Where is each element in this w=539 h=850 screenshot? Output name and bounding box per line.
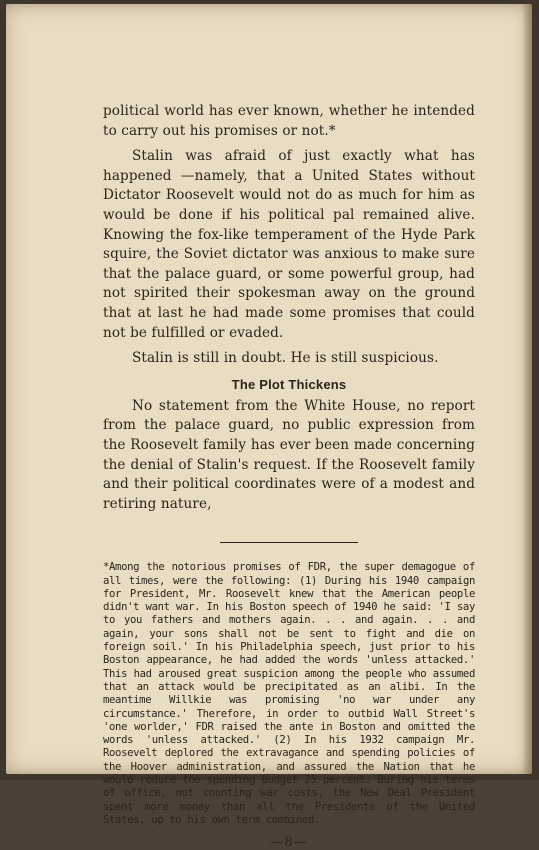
body-paragraph-continued: political world has ever known, whether he intended to carry out his promises or not.* xyxy=(103,103,475,139)
footnote: *Among the notorious promises of FDR, the super demagogue of all times, were the following: (1) During his 1940 campaign for President, Mr. Roosevelt knew that the American people didn't want war. In his Boston speech of 1940 he said: 'I say to you fathers and mothers again. . . and again. . . and again, your sons shall not be sent to fight and die on foreign soil.' In his Philadelphia speech, just prior to his Boston appearance, he had added the words 'unless attacked.' This had aroused great suspicion among the people who assumed that an attack would be precipitated as an alibi. In the meantime Willkie was promising 'no war under any circumstance.' Therefore, in order to outbid Wall Street's 'one worlder,' FDR raised the ante in Boston and omitted the words 'unless attacked.' (2) In his 1932 campaign Mr. Roosevelt deplored the extravagance and spending policies of the Hoover administration, and assured the Nation that he would reduce the spending budget 25 percent. During his terms of office, not counting war costs, the New Deal President spent more money than all the Presidents of the United States, up to his own term combined. xyxy=(103,561,475,826)
book-page xyxy=(6,4,532,850)
page-content xyxy=(103,102,475,850)
body-paragraph: Stalin is still in doubt. He is still suspicious. xyxy=(132,350,439,367)
page-number: —8— xyxy=(270,835,308,850)
body-paragraph: Stalin was afraid of just exactly what has happened —namely, that a United States without Dictator Roosevelt would not do as much for him as would be done if his political pal remained alive. Knowing the fox-like temperament of the Hyde Park squire, the Soviet dictator was anxious to make sure that the palace guard, or some powerful group, had not spirited their spokesman away on the ground that at last he had made some promises that could not be fulfilled or evaded. xyxy=(103,148,475,341)
section-heading: The Plot Thickens xyxy=(231,376,347,392)
section-paragraph: No statement from the White House, no report from the palace guard, no public expression from the Roosevelt family has ever been made concerning the denial of Stalin's request. If the Roosevelt family and their political coordinates were of a modest and retiring nature, xyxy=(103,397,475,512)
footnote-divider xyxy=(220,542,358,543)
page-edge-shadow xyxy=(522,4,532,774)
